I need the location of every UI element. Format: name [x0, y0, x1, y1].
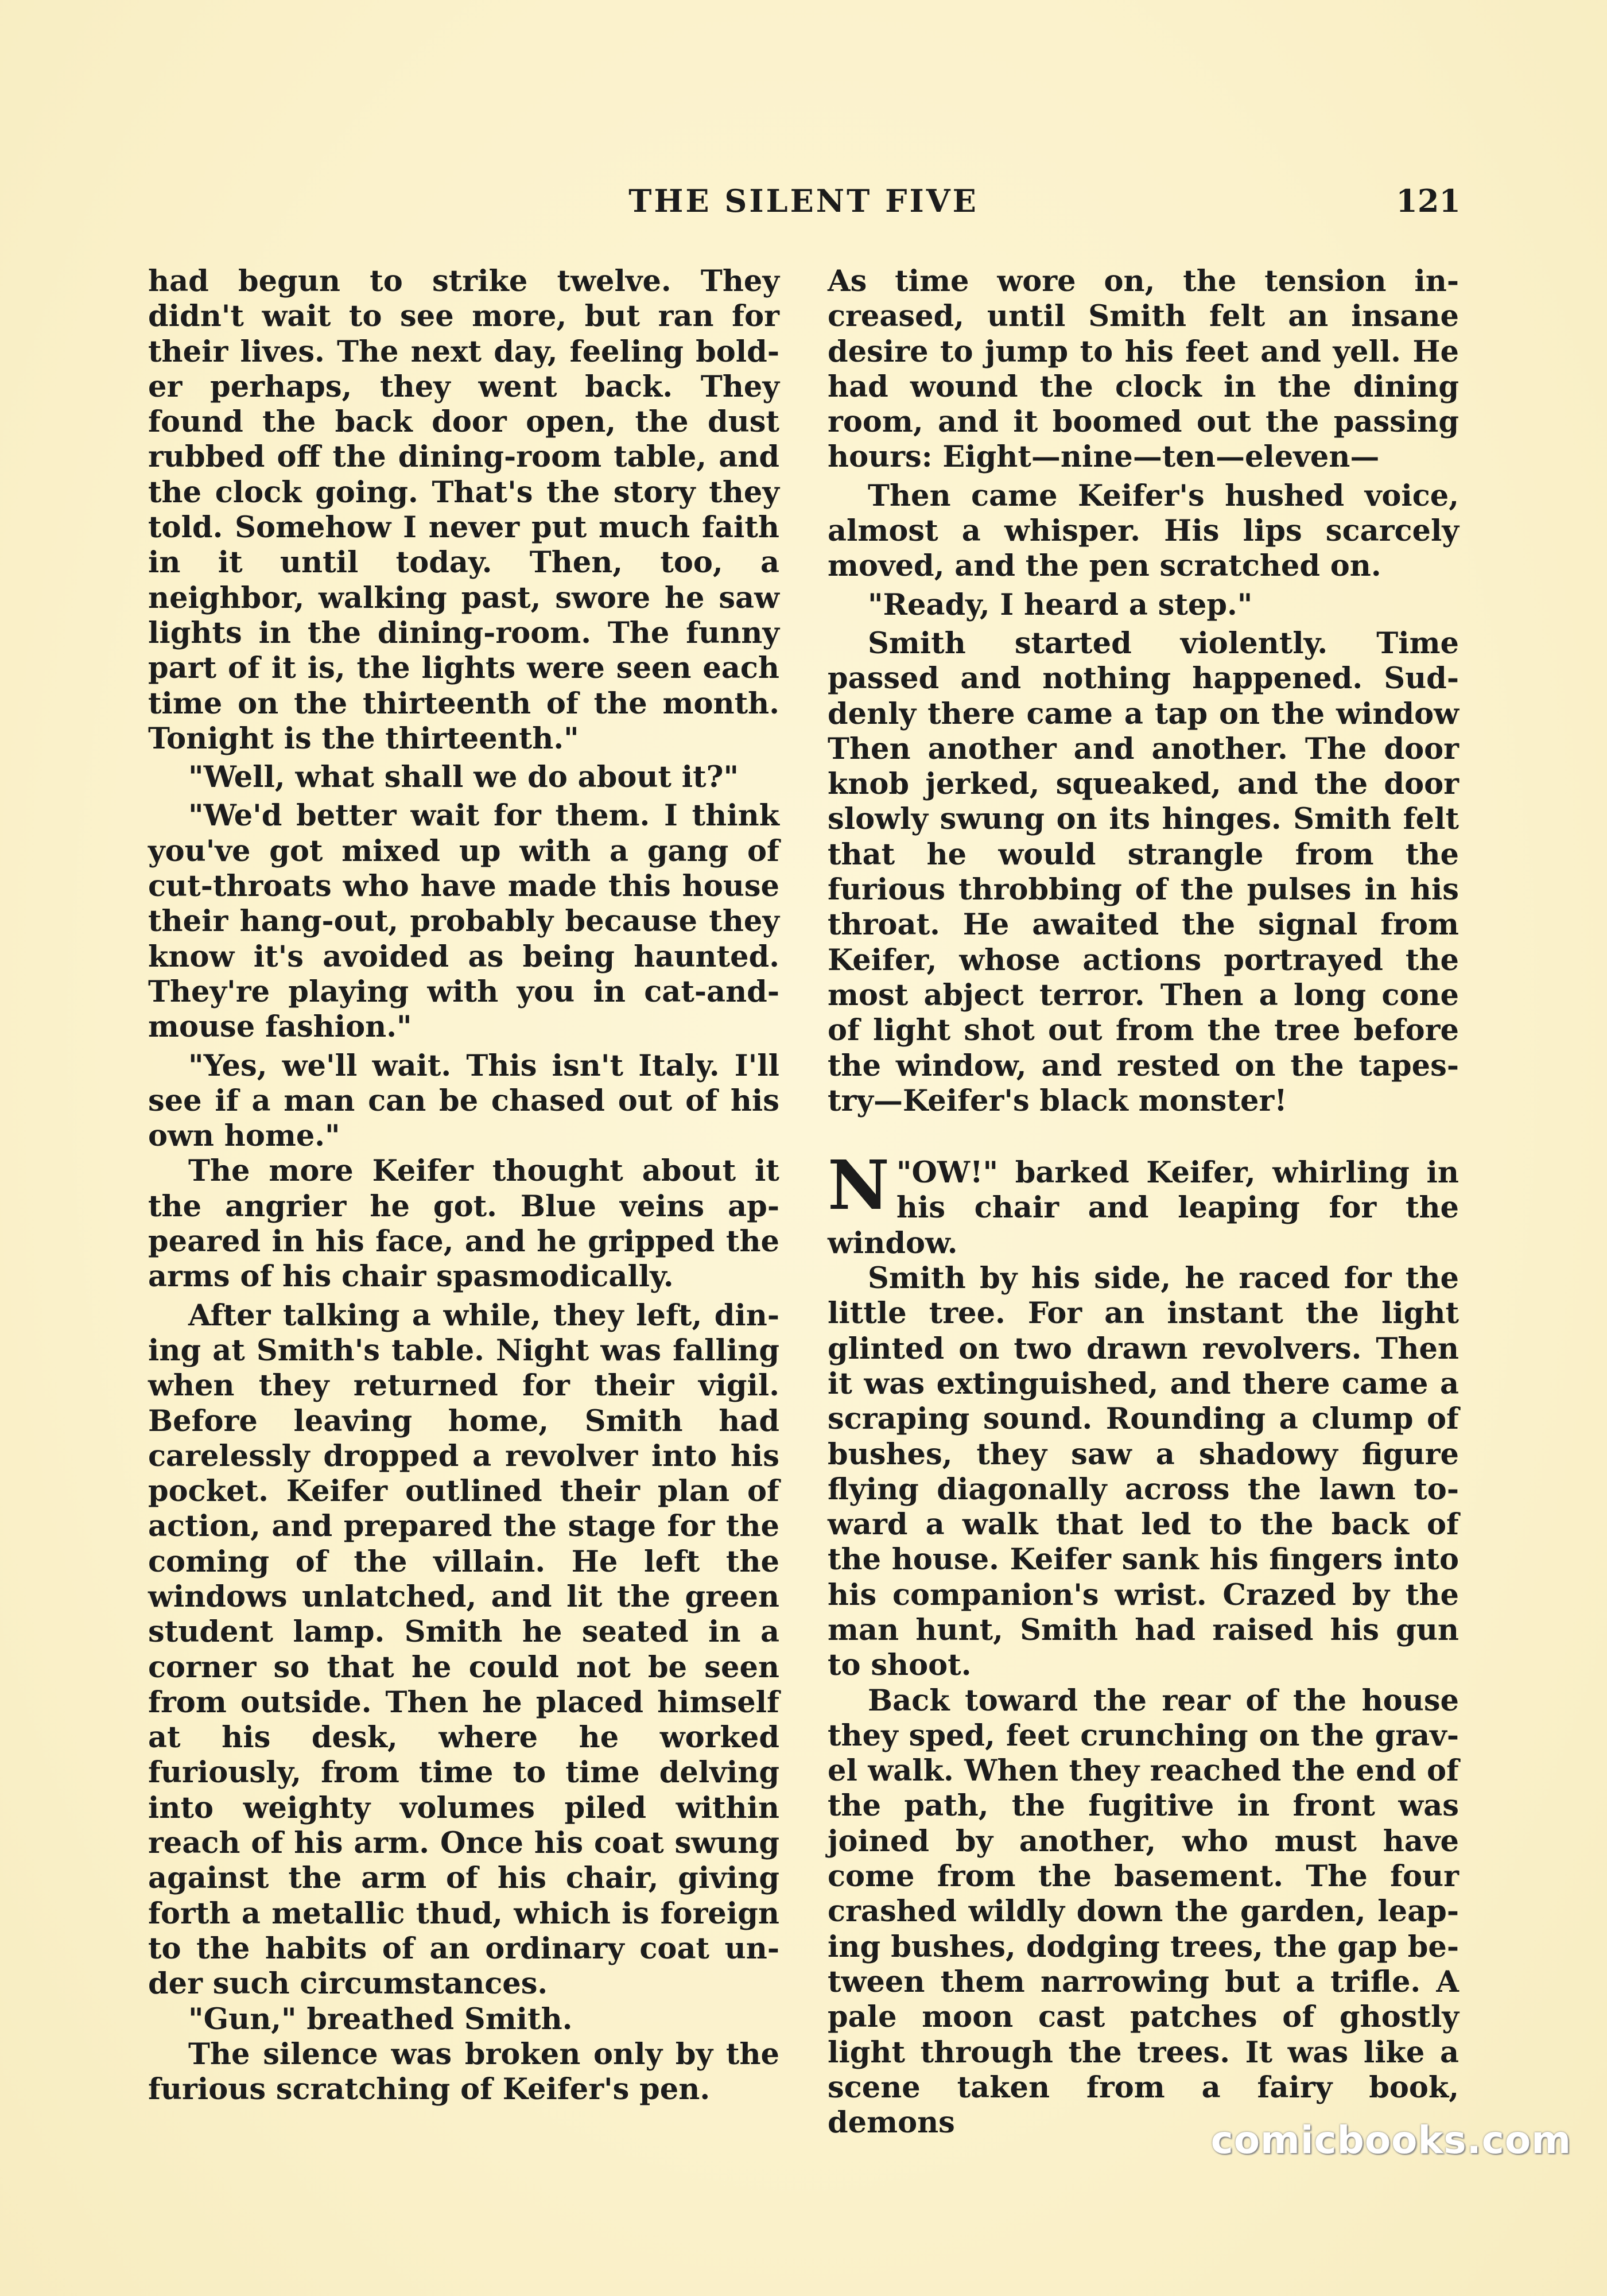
page-number: 121 [1396, 183, 1461, 219]
paragraph: Smith by his side, he raced for the little tree. For an instant the light glinted on two drawn revolvers. Then it was extinguished, and there came a scraping sound. Rounding a clump of bushes, they saw a shadowy figure flying diagonally across the lawn toward a walk that led to the back of the house. Keifer sank his fingers into his companion's wrist. Crazed by the man hunt, Smith had raised his gun to shoot. [828, 1261, 1459, 1683]
paragraph: "Well, what shall we do about it?" [188, 760, 739, 795]
paragraph: "We'd better wait for them. I think you've got mixed up with a gang of cut-throats who have made this house their hang-out, probably because they know it's avoided as being haunted. They're playing with you in cat-and-mouse fashion." [148, 798, 779, 1045]
paragraph: As time wore on, the tension increased, until Smith felt an insane desire to jump to his feet and yell. He had wound the clock in the dining room, and it boomed out the passing hours: Eight—nine—ten—eleven— [828, 264, 1459, 475]
running-header [146, 183, 1461, 223]
paragraph: "Gun," breathed Smith. [188, 2002, 573, 2037]
drop-cap: N [828, 1145, 890, 1225]
paragraph: The more Keifer thought about it the angrier he got. Blue veins appeared in his face, and he gripped the arms of his chair spasmodically. [148, 1154, 779, 1294]
chapter-title: THE SILENT FIVE [628, 183, 979, 219]
paragraph: had begun to strike twelve. They didn't wait to see more, but ran for their lives. The next day, feeling bolder perhaps, they went back. They found the back door open, the dust rubbed off the dining-room table, and the clock going. That's the story they told. Somehow I never put much faith in it until today. Then, too, a neighbor, walking past, swore he saw lights in the dining-room. The funny part of it is, the lights were seen each time on the thirteenth of the month. Tonight is the thirteenth." [148, 264, 779, 756]
paragraph: "Yes, we'll wait. This isn't Italy. I'll see if a man can be chased out of his own home." [148, 1048, 779, 1154]
paragraph: "Ready, I heard a step." [868, 587, 1253, 622]
paragraph: Back toward the rear of the house they sped, feet crunching on the gravel walk. When they reached the end of the path, the fugitive in front was joined by another, who must have come from the basement. The four crashed wildly down the garden, leaping bushes, dodging trees, the gap between them narrowing but a trifle. A pale moon cast patches of ghostly light through the trees. It was like a scene taken from a fairy book, demons [828, 1683, 1459, 2140]
paragraph: Smith started violently. Time passed and nothing happened. Suddenly there came a tap on the window Then another and another. The door knob jerked, squeaked, and the door slowly swung on its hinges. Smith felt that he would strangle from the furious throbbing of the pulses in his throat. He awaited the signal from Keifer, whose actions portrayed the most abject terror. Then a long cone of light shot out from the tree before the window, and rested on the tapestry—Keifer's black monster! [828, 626, 1459, 1118]
left-column [148, 264, 779, 2107]
paragraph: After talking a while, they left, dining at Smith's table. Night was falling when they returned for their vigil. Before leaving home, Smith had carelessly dropped a revolver into his pocket. Keifer outlined their plan of action, and prepared the stage for the coming of the villain. He left the windows unlatched, and lit the green student lamp. Smith he seated in a corner so that he could not be seen from outside. Then he placed himself at his desk, where he worked furiously, from time to time delving into weighty volumes piled within reach of his arm. Once his coat swung against the arm of his chair, giving forth a metallic thud, which is foreign to the habits of an ordinary coat under such circumstances. [148, 1298, 779, 2002]
paragraph: Then came Keifer's hushed voice, almost a whisper. His lips scarcely moved, and the pen scratched on. [828, 478, 1459, 584]
site-watermark: comicbooks.com [1210, 2118, 1571, 2162]
section-break [828, 1119, 1459, 1155]
opening-quote: " [896, 1155, 912, 1190]
paragraph-text: OW!" barked Keifer, whirling in his chair and leaping for the window. [828, 1155, 1459, 1261]
right-column [828, 264, 1459, 2140]
section-opening-paragraph [828, 1145, 1459, 1261]
paragraph: The silence was broken only by the furious scratching of Keifer's pen. [148, 2037, 779, 2107]
